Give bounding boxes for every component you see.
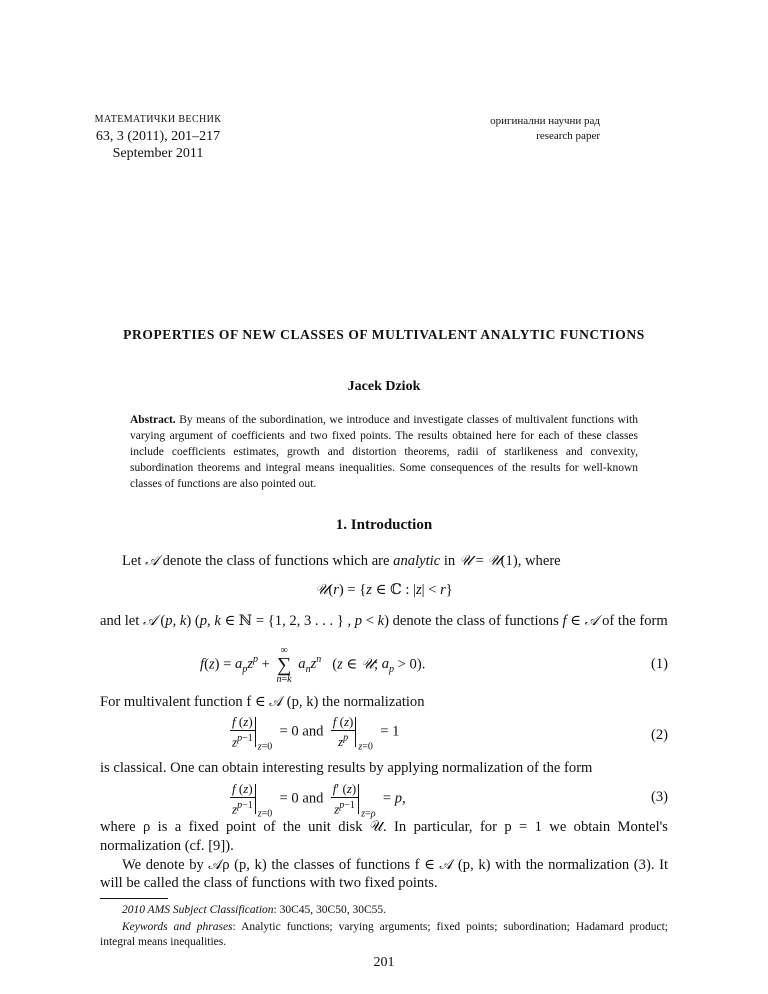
paper-type-english: research paper — [536, 130, 600, 142]
author-name: Jacek Dziok — [347, 379, 421, 394]
paper-type — [474, 114, 600, 144]
paper-type-cyrillic: оригинални научни рад — [490, 115, 600, 127]
equation-disk: 𝒰(r) = {z ∈ ℂ : |z| < r} — [315, 581, 453, 598]
footnote-rule — [100, 898, 168, 899]
equation-3: $\frac{f (z)}{z^{p-1}}$ $_{z=0}$ = 0 and $\frac{f' (z)}{z^{p-1}}$ $_{z=\rho}$ = p, — [232, 781, 406, 820]
issue-date: September 2011 — [112, 146, 204, 161]
intro-paragraph-6: We denote by 𝒜ρ (p, k) the classes of functions f ∈ 𝒜 (p, k) with the normalization (3). It will be called the class of functions with two fixed points. — [100, 857, 668, 891]
equation-3-number: (3) — [650, 789, 668, 805]
intro-paragraph-1: Let 𝒜 denote the class of functions which are analytic in 𝒰 = 𝒰(1), where — [122, 552, 561, 569]
abstract-text: By means of the subordination, we introduce and investigate classes of multivalent functions with varying argument of coefficients and two fixed points. The results obtained here for each of these classes include coefficients estimates, growth and distortion theorems, radii of starlikeness and convexity, subordination theorems and integral means inequalities. Some consequences of the results for well-known classes of functions are also pointed out. — [130, 414, 638, 490]
equation-1: $f(z) = a_pz^p$ + ∞ ∑ n=k $a_nz^n$ (z ∈ 𝒰; $a_p > 0$). — [200, 645, 426, 685]
journal-name: МАТЕМАТИЧКИ ВЕСНИК — [94, 114, 222, 125]
abstract-label: Abstract. — [130, 414, 176, 426]
paper-title: PROPERTIES OF NEW CLASSES OF MULTIVALENT ANALYTIC FUNCTIONS — [123, 327, 645, 342]
equation-2-number: (2) — [650, 727, 668, 743]
equation-1-number: (1) — [650, 656, 668, 672]
volume-pages: 63, 3 (2011), 201–217 — [95, 129, 221, 144]
footnote-msc: 2010 AMS Subject Classification: 30C45, 30C50, 30C55. — [122, 904, 386, 916]
intro-paragraph-5: where ρ is a fixed point of the unit disk 𝒰. In particular, for p = 1 we obtain Montel's normalization (cf. [9]). — [100, 819, 668, 854]
intro-paragraph-3: For multivalent function f ∈ 𝒜 (p, k) the normalization — [100, 694, 425, 710]
footnote-keywords: Keywords and phrases: Analytic functions; varying arguments; fixed points; subordination; Hadamard product; integral means inequalities. — [100, 921, 668, 948]
intro-paragraph-4: is classical. One can obtain interesting results by applying normalization of the form — [100, 760, 593, 776]
intro-paragraph-2: and let 𝒜 (p, k) (p, k ∈ ℕ = {1, 2, 3 . . . } , p < k) denote the class of functions f ∈ 𝒜 of the form — [100, 612, 668, 629]
abstract — [130, 412, 638, 492]
journal-header — [92, 114, 224, 162]
page-number: 201 — [373, 955, 395, 970]
equation-2: $\frac{f (z)}{z^{p-1}}$ $_{z=0}$ = 0 and $\frac{f (z)}{z^p}$ $_{z=0}$ = 1 — [232, 714, 400, 753]
section-heading: 1. Introduction — [335, 517, 433, 533]
